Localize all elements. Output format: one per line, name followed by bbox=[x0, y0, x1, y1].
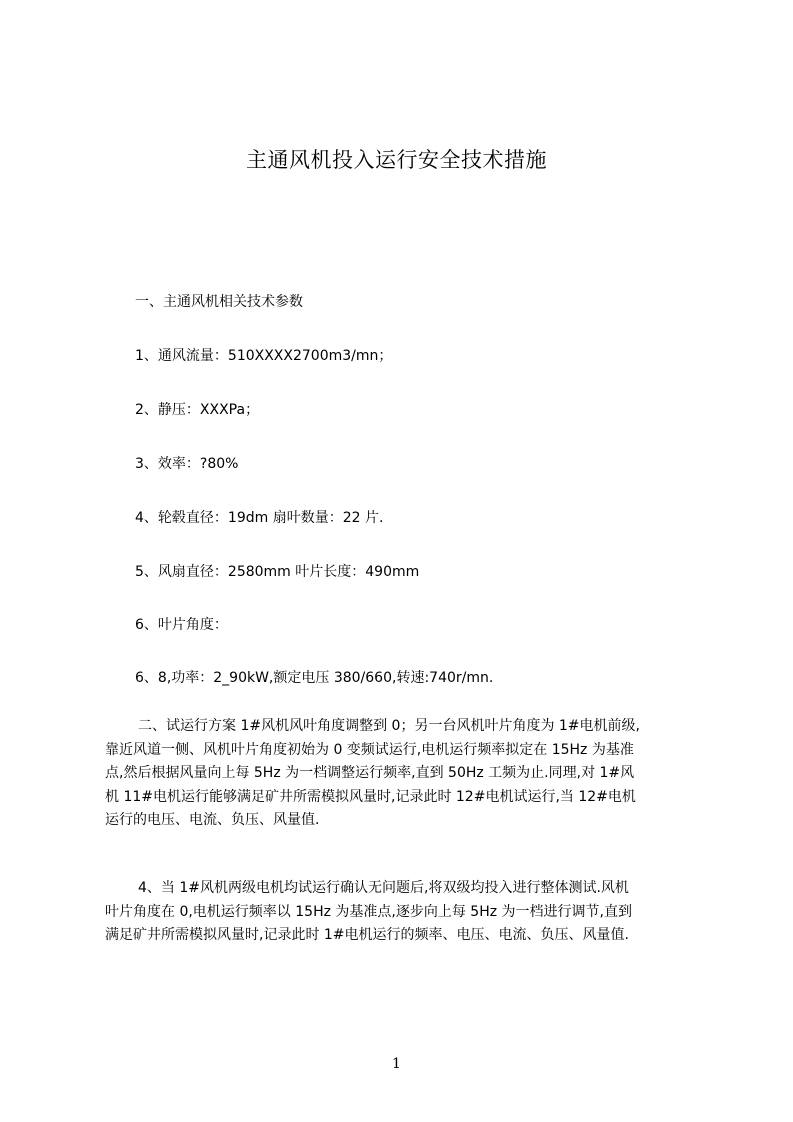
paragraph-line: 4、当 1#风机两级电机均试运行确认无问题后,将双级均投入进行整体测试.风机 bbox=[138, 880, 629, 896]
paragraph-trial-plan bbox=[105, 715, 705, 833]
paragraph-line: 二、试运行方案 1#风机风叶角度调整到 0；另一台风机叶片角度为 1#电机前级, bbox=[138, 718, 640, 734]
param-power: 6、8,功率：2_90kW,额定电压 380/660,转速:740r/mn. bbox=[135, 670, 494, 686]
param-fan-diameter: 5、风扇直径：2580mm 叶片长度：490mm bbox=[135, 564, 420, 580]
paragraph-line: 叶片角度在 0,电机运行频率以 15Hz 为基准点,逐步向上每 5Hz 为一档进行调节,直到 bbox=[105, 903, 632, 920]
section-heading: 一、主通风机相关技术参数 bbox=[135, 294, 303, 310]
paragraph-line: 点,然后根据风量向上每 5Hz 为一档调整运行频率,直到 50Hz 工频为止.同理,对 1#风 bbox=[105, 765, 635, 781]
param-efficiency: 3、效率：?80% bbox=[135, 456, 239, 472]
paragraph-line: 机 11#电机运行能够满足矿井所需模拟风量时,记录此时 12#电机试运行,当 12#电机 bbox=[105, 788, 636, 805]
param-hub-diameter: 4、轮毂直径：19dm 扇叶数量：22 片. bbox=[135, 510, 384, 526]
paragraph-line: 靠近风道一侧、风机叶片角度初始为 0 变频试运行,电机运行频率拟定在 15Hz 为基准 bbox=[105, 741, 634, 758]
paragraph-line: 满足矿井所需模拟风量时,记录此时 1#电机运行的频率、电压、电流、负压、风量值. bbox=[105, 927, 629, 943]
paragraph-full-test bbox=[105, 877, 705, 948]
param-flow: 1、通风流量：510XXXX2700m3/mn； bbox=[135, 348, 393, 364]
paragraph-line: 运行的电压、电流、负压、风量值. bbox=[105, 812, 320, 828]
param-static-pressure: 2、静压：XXXPa； bbox=[135, 402, 260, 418]
page-number: 1 bbox=[392, 1056, 401, 1072]
param-blade-angle: 6、叶片角度： bbox=[135, 617, 228, 633]
document-title: 主通风机投入运行安全技术措施 bbox=[246, 148, 547, 172]
